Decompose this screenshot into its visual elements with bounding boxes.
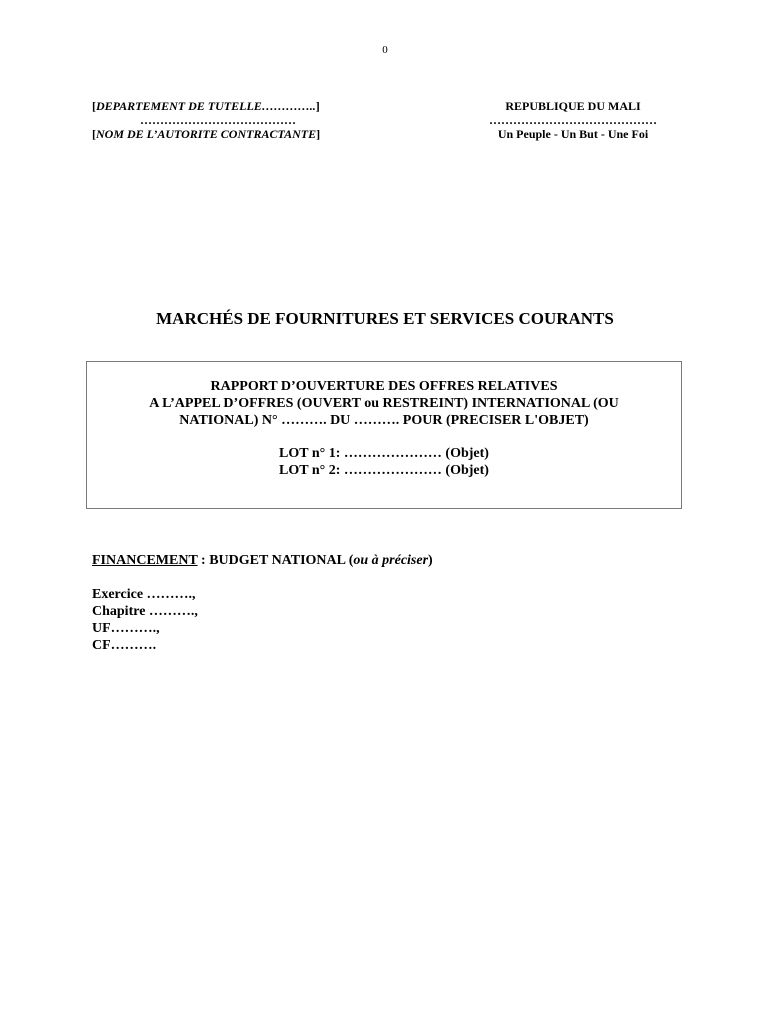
cf-line: CF………. [92, 638, 157, 653]
header-left-dots: ………………………………… [140, 113, 296, 127]
budget-lines [92, 586, 198, 654]
ministry-bracket-close: ] [315, 99, 320, 113]
uf-line: UF………., [92, 621, 160, 636]
country-name: REPUBLIQUE DU MALI [505, 99, 641, 113]
report-title-box [86, 361, 682, 509]
ministry-name: DEPARTEMENT DE TUTELLE………….. [96, 99, 316, 113]
report-title-line-2: A L’APPEL D’OFFRES (OUVERT ou RESTREINT) INTERNATIONAL (OU [149, 396, 619, 411]
national-motto: Un Peuple - Un But - Une Foi [497, 127, 649, 141]
lot-2-line: LOT n° 2: ………………… (Objet) [279, 463, 489, 478]
report-title-line-1: RAPPORT D’OUVERTURE DES OFFRES RELATIVES [210, 379, 558, 394]
financement-note: ou à préciser [353, 553, 429, 568]
header-right-dots: …………………………………… [489, 113, 657, 127]
financement-label: FINANCEMENT [92, 553, 198, 568]
authority-bracket-open: [ [92, 127, 96, 141]
ministry-line [92, 99, 320, 113]
header-right [480, 99, 666, 141]
authority-line [92, 127, 320, 141]
financement-line [92, 553, 433, 569]
chapitre-line: Chapitre ………., [92, 604, 198, 619]
authority-name: NOM DE L’AUTORITE CONTRACTANTE [96, 127, 317, 141]
report-title-line-3: NATIONAL) N° ………. DU ………. POUR (PRECISER L'OBJET) [179, 413, 589, 428]
ministry-bracket-open: [ [92, 99, 96, 113]
exercice-line: Exercice ………., [92, 587, 196, 602]
authority-bracket-close: ] [316, 127, 321, 141]
lot-1-line: LOT n° 1: ………………… (Objet) [279, 446, 489, 461]
document-title: MARCHÉS DE FOURNITURES ET SERVICES COURANTS [156, 309, 614, 328]
page-number: 0 [382, 44, 388, 56]
financement-source: : BUDGET NATIONAL ( [197, 553, 354, 568]
header-left [92, 99, 320, 141]
financement-close: ) [428, 553, 433, 568]
